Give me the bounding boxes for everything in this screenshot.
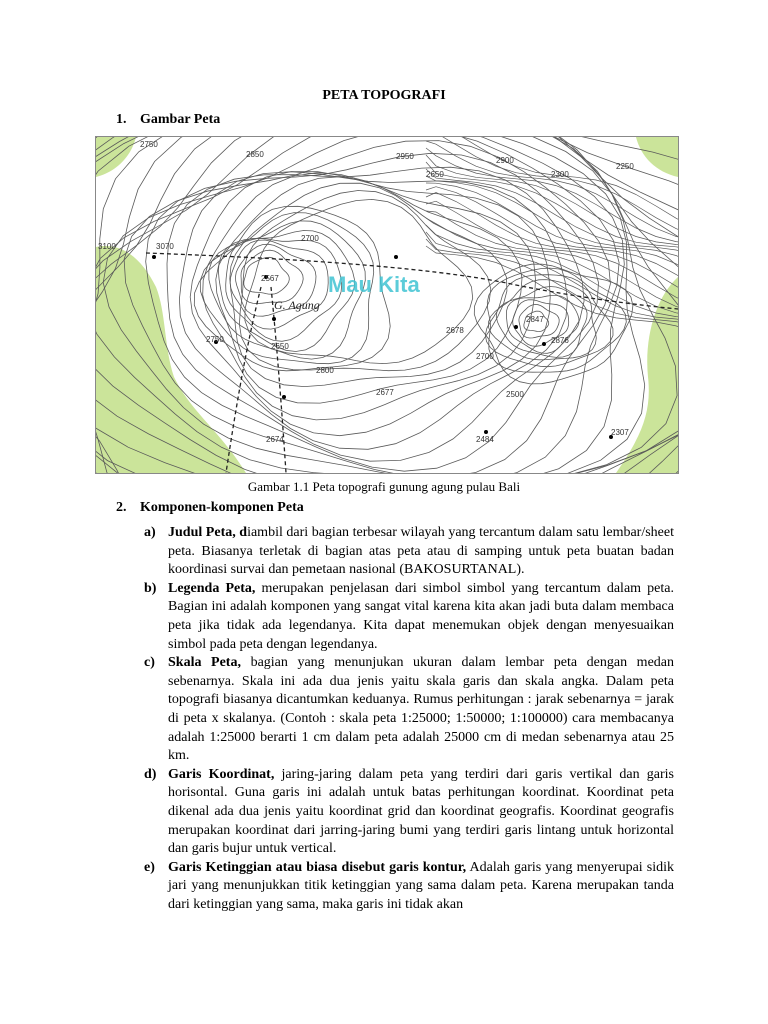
contour-label: 2700 xyxy=(476,352,494,361)
contour-label: 2678 xyxy=(446,326,464,335)
spot-height-dot xyxy=(514,325,518,329)
spot-height-dot xyxy=(152,255,156,259)
contour-label: 2876 xyxy=(551,336,569,345)
contour-label: 3100 xyxy=(98,242,116,251)
list-item-label: a) xyxy=(144,525,156,540)
contour-label: 2847 xyxy=(526,315,544,324)
contour-label: 2484 xyxy=(476,435,494,444)
contour-label: 2307 xyxy=(611,428,629,437)
list-item-label: b) xyxy=(144,580,157,596)
list-item-label: e) xyxy=(144,859,155,875)
figure-caption: Gambar 1.1 Peta topografi gunung agung pulau Bali xyxy=(247,479,521,494)
contour-label: 2250 xyxy=(616,162,634,171)
list-item-label: c) xyxy=(144,655,155,671)
contour-label: 2677 xyxy=(376,388,394,397)
list-item xyxy=(144,766,674,859)
contour-label: 2900 xyxy=(496,156,514,165)
section-1-label: Gambar Peta xyxy=(140,112,221,127)
list-item xyxy=(144,859,674,915)
contour-label: 2750 xyxy=(206,335,224,344)
list-item-text: jaring-jaring dalam peta yang terdiri dari garis vertikal dan garis horisontal. Guna garis ini adalah untuk batas perhitungan koordinat. Koordinat peta dikenal ada dua jenis yaitu koordinat grid dan koordinat geografis. Koordinat geografis merupakan koordinat dari jarring-jaring bumi yang terdiri garis lintang untuk horizontal dan garis bujur untuk vertical. xyxy=(168,766,674,857)
spot-height-dot xyxy=(484,430,488,434)
section-1-heading xyxy=(116,112,220,128)
list-item-text: merupakan penjelasan dari simbol simbol yang tercantum dalam peta. Bagian ini adalah komponen yang sangat vital karena kita akan jadi buta dalam membaca peta jika tidak ada legendanya. Kita dapat menemukan objek dengan menyesuaikan simbol pada peta dengan legendanya. xyxy=(168,580,674,652)
section-1-number: 1. xyxy=(116,112,127,127)
component-list xyxy=(144,524,674,914)
contour-label: 2700 xyxy=(301,234,319,243)
list-item-term: Legenda Peta, xyxy=(168,580,256,596)
section-2-label: Komponen-komponen Peta xyxy=(140,500,304,515)
section-2-heading xyxy=(116,500,304,516)
contour-label: 3070 xyxy=(156,242,174,251)
list-item-text: Adalah garis yang menyerupai sidik jari yang menunjukkan titik ketinggian yang sama dalam peta. Karena merupakan tanda dari ketinggian yang sama, maka garis ini tidak akan xyxy=(168,859,674,912)
spot-height-dot xyxy=(394,255,398,259)
list-item xyxy=(144,580,674,654)
list-item-text: bagian yang menunjukan ukuran dalam lembar peta dengan medan sebenarnya. Skala ini ada dua jenis yaitu skala garis dan skala angka. Dalam peta topografi biasanya dicantumkan keduanya. Rumus perhitungan : jarak sebenarnya = jarak di peta x skalanya. (Contoh : skala peta 1:25000; 1:50000; 1:100000) cara membacanya adalah 1:25000 berarti 1 cm dalam peta adalah 25000 cm di medan sebenarnya atau 25 km. xyxy=(168,655,674,764)
contour-label: 2650 xyxy=(271,342,289,351)
contour-label: 2850 xyxy=(246,150,264,159)
section-2-number: 2. xyxy=(116,500,127,515)
list-item-term: Garis Ketinggian atau biasa disebut garis kontur, xyxy=(168,859,467,875)
watermark-text: Mau Kita xyxy=(328,272,420,297)
list-item-label: d) xyxy=(144,766,157,782)
contour-label: 2674 xyxy=(266,435,284,444)
contour-label: 2800 xyxy=(316,366,334,375)
contour-label: 2950 xyxy=(396,152,414,161)
contour-label: 2750 xyxy=(140,140,158,149)
spot-height-dot xyxy=(272,317,276,321)
topographic-map xyxy=(95,136,679,474)
contour-label: 2300 xyxy=(551,170,569,179)
contour-label: 2567 xyxy=(261,274,279,283)
list-item xyxy=(144,654,674,766)
list-item-term: Judul Peta, d xyxy=(168,525,248,540)
list-item xyxy=(144,524,674,580)
list-item-term: Skala Peta, xyxy=(168,655,241,671)
list-item-text: iambil dari bagian terbesar wilayah yang tercantum dalam satu lembar/sheet peta. Biasanya terletak di bagian atas peta atau di samping untuk peta buatan badan koordinasi survai dan pemetaan nasional (BAKOSURTANAL). xyxy=(168,525,674,578)
page-title: PETA TOPOGRAFI xyxy=(322,88,446,103)
contour-label: 2500 xyxy=(506,390,524,399)
peak-name-label: G. Agung xyxy=(274,298,320,312)
contour-label: 2650 xyxy=(426,170,444,179)
list-item-term: Garis Koordinat, xyxy=(168,766,275,782)
spot-height-dot xyxy=(282,395,286,399)
spot-height-dot xyxy=(542,342,546,346)
